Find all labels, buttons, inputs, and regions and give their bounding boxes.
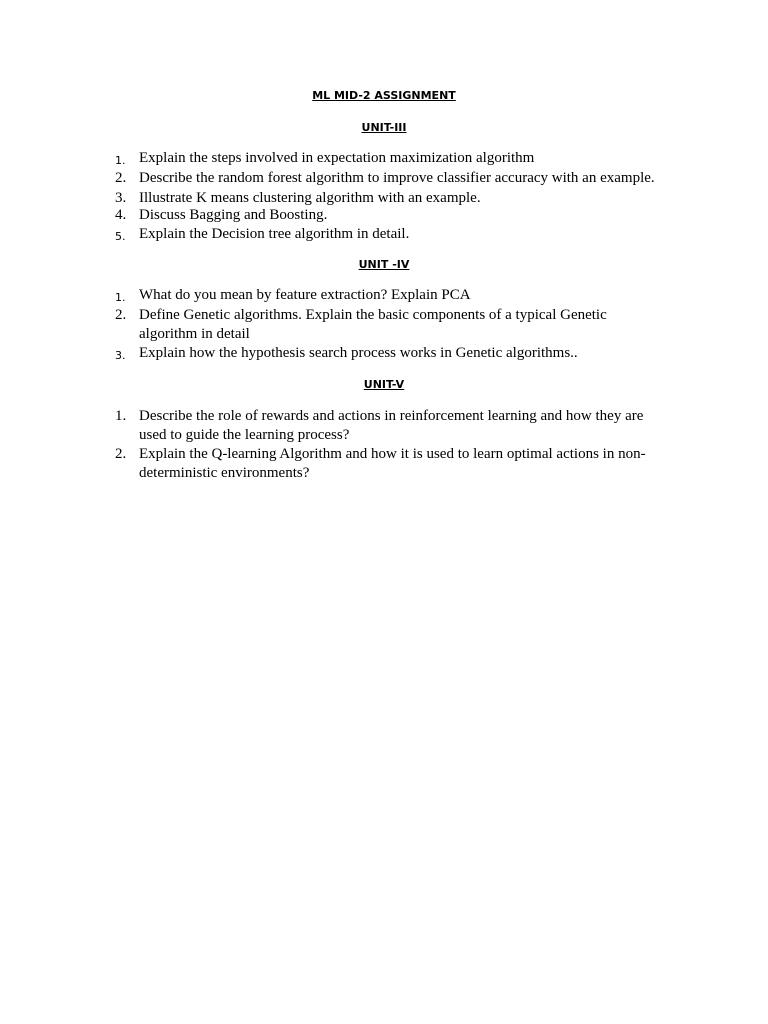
list-item (110, 206, 690, 225)
list-item (110, 225, 690, 244)
question-number: 2. (115, 446, 127, 462)
unit-iii-heading: UNIT-III (361, 121, 407, 134)
list-item (110, 149, 690, 169)
question-number: 1. (115, 408, 127, 424)
question-number: 1. (115, 291, 126, 304)
document-title: ML MID-2 ASSIGNMENT (312, 89, 456, 102)
list-item (110, 286, 690, 306)
list-item (110, 407, 669, 445)
question-text: Explain how the hypothesis search process works in Genetic algorithms.. (139, 345, 578, 361)
question-text: Define Genetic algorithms. Explain the basic components of a typical Genetic algorithm in detail (139, 307, 607, 342)
question-text: Describe the role of rewards and actions in reinforcement learning and how they are used to guide the learning process? (139, 408, 644, 443)
unit-iv-question-list (110, 286, 690, 363)
list-item (110, 169, 690, 189)
question-number: 4. (115, 207, 127, 223)
question-text: Explain the Decision tree algorithm in detail. (139, 226, 410, 242)
list-item (110, 344, 690, 363)
question-text: Discuss Bagging and Boosting. (139, 207, 328, 223)
question-number: 5. (115, 230, 126, 243)
unit-v-question-list (110, 407, 690, 483)
unit-iii-question-list (110, 149, 690, 244)
question-text: Explain the Q-learning Algorithm and how it is used to learn optimal actions in non-deterministic environments? (139, 446, 646, 481)
unit-iv-heading: UNIT -IV (358, 258, 410, 271)
question-text: Explain the steps involved in expectation maximization algorithm (139, 150, 535, 166)
question-text: Describe the random forest algorithm to improve classifier accuracy with an example. (139, 170, 655, 186)
question-number: 3. (115, 190, 127, 206)
list-item (110, 189, 690, 206)
list-item (110, 445, 669, 483)
question-text: Illustrate K means clustering algorithm with an example. (139, 190, 481, 206)
list-item (110, 306, 659, 344)
question-number: 2. (115, 307, 127, 323)
question-number: 1. (115, 154, 126, 167)
question-text: What do you mean by feature extraction? Explain PCA (139, 287, 471, 303)
question-number: 3. (115, 349, 126, 362)
question-number: 2. (115, 170, 127, 186)
unit-v-heading: UNIT-V (363, 378, 405, 391)
